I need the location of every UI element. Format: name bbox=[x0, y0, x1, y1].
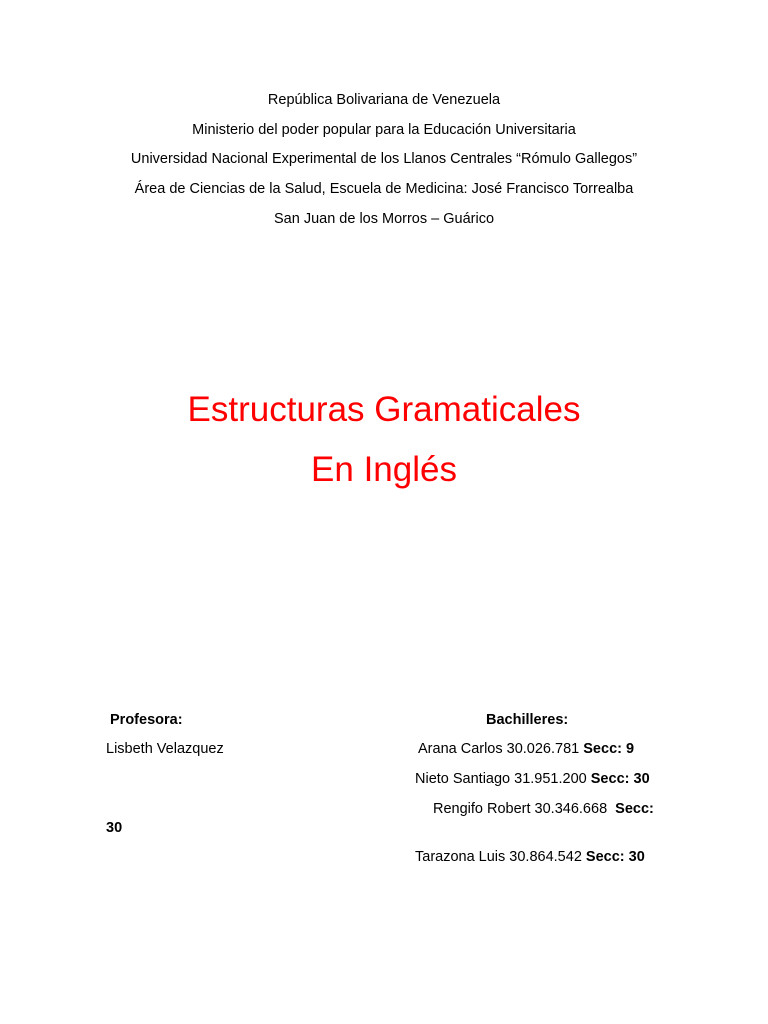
title-line-2: En Inglés bbox=[311, 450, 457, 489]
student-entry bbox=[415, 770, 650, 788]
section-number: 9 bbox=[626, 741, 635, 757]
student-entry bbox=[418, 740, 634, 758]
student-name: Nieto Santiago 31.951.200 bbox=[415, 771, 587, 787]
student-entry bbox=[415, 848, 645, 866]
section-label: Secc: bbox=[590, 771, 630, 787]
header-line-university: Universidad Nacional Experimental de los Llanos Centrales “Rómulo Gallegos” bbox=[130, 151, 638, 167]
section-label: Secc: bbox=[583, 741, 622, 757]
section-label: Secc: bbox=[585, 849, 625, 865]
header-line-school: Área de Ciencias de la Salud, Escuela de Medicina: José Francisco Torrealba bbox=[134, 181, 634, 197]
section-label: Secc: bbox=[615, 801, 654, 817]
professor-label: Profesora: bbox=[110, 712, 183, 728]
professor-name: Lisbeth Velazquez bbox=[106, 741, 224, 757]
header-line-ministry: Ministerio del poder popular para la Educación Universitaria bbox=[192, 122, 576, 138]
title-line-1: Estructuras Gramaticales bbox=[187, 390, 581, 429]
section-number: 30 bbox=[628, 849, 645, 865]
header-line-location: San Juan de los Morros – Guárico bbox=[273, 211, 495, 227]
student-name: Tarazona Luis 30.864.542 bbox=[415, 849, 582, 865]
students-label: Bachilleres: bbox=[486, 712, 569, 728]
header-line-republic: República Bolivariana de Venezuela bbox=[267, 92, 501, 108]
student-name: Arana Carlos 30.026.781 bbox=[418, 741, 580, 757]
student-entry bbox=[433, 800, 654, 818]
student-name: Rengifo Robert 30.346.668 bbox=[433, 801, 608, 817]
section-number: 30 bbox=[633, 771, 650, 787]
section-number: 30 bbox=[106, 820, 123, 836]
